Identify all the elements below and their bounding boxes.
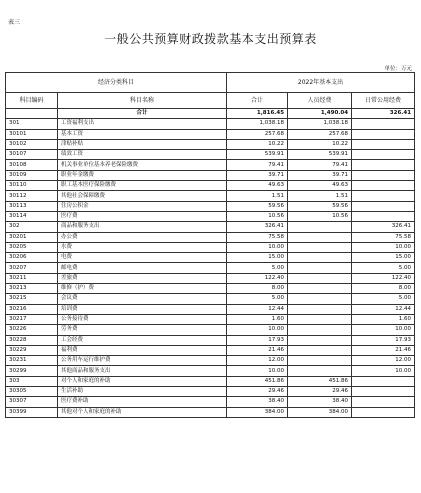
row-code: 30206 bbox=[6, 253, 58, 263]
row-public: 21.46 bbox=[352, 345, 415, 355]
row-total: 39.71 bbox=[227, 170, 288, 180]
row-total: 1.60 bbox=[227, 314, 288, 324]
row-code: 303 bbox=[6, 376, 58, 386]
row-personnel bbox=[288, 253, 352, 263]
row-name: 其他社会保障缴费 bbox=[58, 191, 227, 201]
row-personnel bbox=[288, 263, 352, 273]
row-public: 17.93 bbox=[352, 335, 415, 345]
row-name: 生活补助 bbox=[58, 387, 227, 397]
table-row bbox=[6, 129, 415, 139]
row-name: 医疗费补助 bbox=[58, 397, 227, 407]
row-name: 劳务费 bbox=[58, 325, 227, 335]
row-personnel: 539.91 bbox=[288, 150, 352, 160]
row-code: 301 bbox=[6, 119, 58, 129]
row-total: 12.00 bbox=[227, 356, 288, 366]
row-name: 商品和服务支出 bbox=[58, 222, 227, 232]
table-row bbox=[6, 294, 415, 304]
table-row bbox=[6, 314, 415, 324]
row-personnel bbox=[288, 325, 352, 335]
row-total: 8.00 bbox=[227, 284, 288, 294]
row-name: 医疗费 bbox=[58, 211, 227, 221]
row-public: 8.00 bbox=[352, 284, 415, 294]
row-code: 30226 bbox=[6, 325, 58, 335]
row-total: 10.56 bbox=[227, 211, 288, 221]
row-personnel bbox=[288, 335, 352, 345]
row-personnel bbox=[288, 314, 352, 324]
row-code: 30109 bbox=[6, 170, 58, 180]
row-code: 30107 bbox=[6, 150, 58, 160]
total-public: 326.41 bbox=[352, 109, 415, 119]
row-personnel bbox=[288, 304, 352, 314]
header-year-group: 2022年基本支出 bbox=[227, 73, 415, 93]
row-name: 公务接待费 bbox=[58, 314, 227, 324]
table-row bbox=[6, 211, 415, 221]
table-row bbox=[6, 273, 415, 283]
total-label: 合计 bbox=[58, 109, 227, 119]
row-public bbox=[352, 119, 415, 129]
row-name: 办公费 bbox=[58, 232, 227, 242]
table-row bbox=[6, 345, 415, 355]
row-public: 10.00 bbox=[352, 325, 415, 335]
total-personnel: 1,490.04 bbox=[288, 109, 352, 119]
row-name: 职业年金缴费 bbox=[58, 170, 227, 180]
row-code: 30299 bbox=[6, 366, 58, 376]
row-name: 其他商品和服务支出 bbox=[58, 366, 227, 376]
row-public: 5.00 bbox=[352, 263, 415, 273]
table-row bbox=[6, 397, 415, 407]
row-name: 基本工资 bbox=[58, 129, 227, 139]
row-public bbox=[352, 397, 415, 407]
row-name: 水费 bbox=[58, 242, 227, 252]
row-total: 257.68 bbox=[227, 129, 288, 139]
table-row bbox=[6, 325, 415, 335]
row-public bbox=[352, 170, 415, 180]
table-row bbox=[6, 191, 415, 201]
table-row bbox=[6, 356, 415, 366]
row-personnel: 59.56 bbox=[288, 201, 352, 211]
row-personnel: 49.63 bbox=[288, 181, 352, 191]
row-name: 培训费 bbox=[58, 304, 227, 314]
row-total: 10.00 bbox=[227, 325, 288, 335]
table-row bbox=[6, 201, 415, 211]
row-code: 30228 bbox=[6, 335, 58, 345]
row-total: 79.41 bbox=[227, 160, 288, 170]
row-name: 会议费 bbox=[58, 294, 227, 304]
row-total: 384.00 bbox=[227, 407, 288, 417]
row-total: 10.00 bbox=[227, 242, 288, 252]
table-row bbox=[6, 150, 415, 160]
row-public bbox=[352, 181, 415, 191]
row-name: 工会经费 bbox=[58, 335, 227, 345]
row-public: 12.44 bbox=[352, 304, 415, 314]
header-econ-group: 经济分类科目 bbox=[6, 73, 227, 93]
total-amount: 1,816.45 bbox=[227, 109, 288, 119]
row-personnel bbox=[288, 273, 352, 283]
row-name: 对个人和家庭的补助 bbox=[58, 376, 227, 386]
corner-label: 表三 bbox=[8, 19, 21, 26]
table-row bbox=[6, 232, 415, 242]
row-total: 21.46 bbox=[227, 345, 288, 355]
row-personnel: 10.56 bbox=[288, 211, 352, 221]
row-total: 326.41 bbox=[227, 222, 288, 232]
row-name: 其他对个人和家庭的补助 bbox=[58, 407, 227, 417]
row-public bbox=[352, 191, 415, 201]
row-public: 10.00 bbox=[352, 366, 415, 376]
budget-table-body bbox=[6, 73, 415, 418]
row-code: 30205 bbox=[6, 242, 58, 252]
total-row bbox=[6, 109, 415, 119]
row-personnel bbox=[288, 345, 352, 355]
row-total: 10.00 bbox=[227, 366, 288, 376]
row-name: 工资福利支出 bbox=[58, 119, 227, 129]
row-personnel: 1.51 bbox=[288, 191, 352, 201]
row-code: 30113 bbox=[6, 201, 58, 211]
row-code: 30110 bbox=[6, 181, 58, 191]
row-code: 30213 bbox=[6, 284, 58, 294]
row-personnel bbox=[288, 366, 352, 376]
row-name: 维修（护）费 bbox=[58, 284, 227, 294]
header-total: 合计 bbox=[227, 93, 288, 109]
row-total: 15.00 bbox=[227, 253, 288, 263]
header-row-group bbox=[6, 73, 415, 93]
row-name: 邮电费 bbox=[58, 263, 227, 273]
row-code: 30305 bbox=[6, 387, 58, 397]
header-row-columns bbox=[6, 93, 415, 109]
table-row bbox=[6, 304, 415, 314]
row-total: 1,038.18 bbox=[227, 119, 288, 129]
header-personnel: 人员经费 bbox=[288, 93, 352, 109]
row-personnel: 79.41 bbox=[288, 160, 352, 170]
row-public: 326.41 bbox=[352, 222, 415, 232]
table-row bbox=[6, 387, 415, 397]
row-code: 30307 bbox=[6, 397, 58, 407]
header-code: 科目编码 bbox=[6, 93, 58, 109]
table-row bbox=[6, 263, 415, 273]
table-row bbox=[6, 170, 415, 180]
row-personnel: 38.40 bbox=[288, 397, 352, 407]
row-name: 差旅费 bbox=[58, 273, 227, 283]
row-name: 公务用车运行维护费 bbox=[58, 356, 227, 366]
row-public: 12.00 bbox=[352, 356, 415, 366]
row-name: 津贴补贴 bbox=[58, 139, 227, 149]
row-total: 75.58 bbox=[227, 232, 288, 242]
row-public bbox=[352, 139, 415, 149]
row-public bbox=[352, 387, 415, 397]
row-personnel: 29.46 bbox=[288, 387, 352, 397]
row-total: 122.40 bbox=[227, 273, 288, 283]
row-personnel: 1,038.18 bbox=[288, 119, 352, 129]
row-code: 302 bbox=[6, 222, 58, 232]
table-row bbox=[6, 284, 415, 294]
row-public bbox=[352, 160, 415, 170]
row-code: 30108 bbox=[6, 160, 58, 170]
table-row bbox=[6, 119, 415, 129]
row-public bbox=[352, 129, 415, 139]
row-total: 12.44 bbox=[227, 304, 288, 314]
row-code: 30216 bbox=[6, 304, 58, 314]
row-personnel bbox=[288, 294, 352, 304]
row-public bbox=[352, 150, 415, 160]
row-public: 15.00 bbox=[352, 253, 415, 263]
row-code: 30114 bbox=[6, 211, 58, 221]
row-personnel bbox=[288, 284, 352, 294]
row-public: 1.60 bbox=[352, 314, 415, 324]
table-row bbox=[6, 253, 415, 263]
table-row bbox=[6, 242, 415, 252]
table-row bbox=[6, 139, 415, 149]
row-name: 住房公积金 bbox=[58, 201, 227, 211]
row-total: 539.91 bbox=[227, 150, 288, 160]
row-personnel bbox=[288, 356, 352, 366]
row-total: 29.46 bbox=[227, 387, 288, 397]
row-personnel: 451.86 bbox=[288, 376, 352, 386]
row-name: 福利费 bbox=[58, 345, 227, 355]
row-public: 5.00 bbox=[352, 294, 415, 304]
row-public: 122.40 bbox=[352, 273, 415, 283]
row-code: 30231 bbox=[6, 356, 58, 366]
header-public: 日常公用经费 bbox=[352, 93, 415, 109]
row-personnel bbox=[288, 232, 352, 242]
row-total: 17.93 bbox=[227, 335, 288, 345]
row-personnel: 257.68 bbox=[288, 129, 352, 139]
row-code: 30207 bbox=[6, 263, 58, 273]
row-total: 5.00 bbox=[227, 294, 288, 304]
table-row bbox=[6, 160, 415, 170]
row-public bbox=[352, 201, 415, 211]
row-name: 电费 bbox=[58, 253, 227, 263]
row-public: 10.00 bbox=[352, 242, 415, 252]
table-row bbox=[6, 376, 415, 386]
row-total: 38.40 bbox=[227, 397, 288, 407]
row-total: 1.51 bbox=[227, 191, 288, 201]
row-total: 59.56 bbox=[227, 201, 288, 211]
row-public bbox=[352, 211, 415, 221]
row-code: 30211 bbox=[6, 273, 58, 283]
row-personnel: 39.71 bbox=[288, 170, 352, 180]
total-code-cell bbox=[6, 109, 58, 119]
table-row bbox=[6, 366, 415, 376]
row-total: 5.00 bbox=[227, 263, 288, 273]
row-total: 451.86 bbox=[227, 376, 288, 386]
row-code: 30201 bbox=[6, 232, 58, 242]
table-row bbox=[6, 407, 415, 417]
row-personnel: 384.00 bbox=[288, 407, 352, 417]
row-code: 30215 bbox=[6, 294, 58, 304]
row-personnel bbox=[288, 242, 352, 252]
unit-label: 单位：万元 bbox=[384, 66, 412, 72]
row-code: 30399 bbox=[6, 407, 58, 417]
row-name: 机关事业单位基本养老保险缴费 bbox=[58, 160, 227, 170]
row-code: 30102 bbox=[6, 139, 58, 149]
row-code: 30217 bbox=[6, 314, 58, 324]
header-name: 科目名称 bbox=[58, 93, 227, 109]
row-name: 职工基本医疗保险缴费 bbox=[58, 181, 227, 191]
row-personnel bbox=[288, 222, 352, 232]
row-personnel: 10.22 bbox=[288, 139, 352, 149]
row-name: 绩效工资 bbox=[58, 150, 227, 160]
row-total: 10.22 bbox=[227, 139, 288, 149]
row-code: 30229 bbox=[6, 345, 58, 355]
row-code: 30101 bbox=[6, 129, 58, 139]
page-title: 一般公共预算财政拨款基本支出预算表 bbox=[104, 32, 317, 46]
budget-table bbox=[5, 72, 415, 418]
table-row bbox=[6, 335, 415, 345]
table-row bbox=[6, 181, 415, 191]
row-public: 75.58 bbox=[352, 232, 415, 242]
row-total: 49.63 bbox=[227, 181, 288, 191]
row-public bbox=[352, 407, 415, 417]
row-public bbox=[352, 376, 415, 386]
table-row bbox=[6, 222, 415, 232]
row-code: 30112 bbox=[6, 191, 58, 201]
